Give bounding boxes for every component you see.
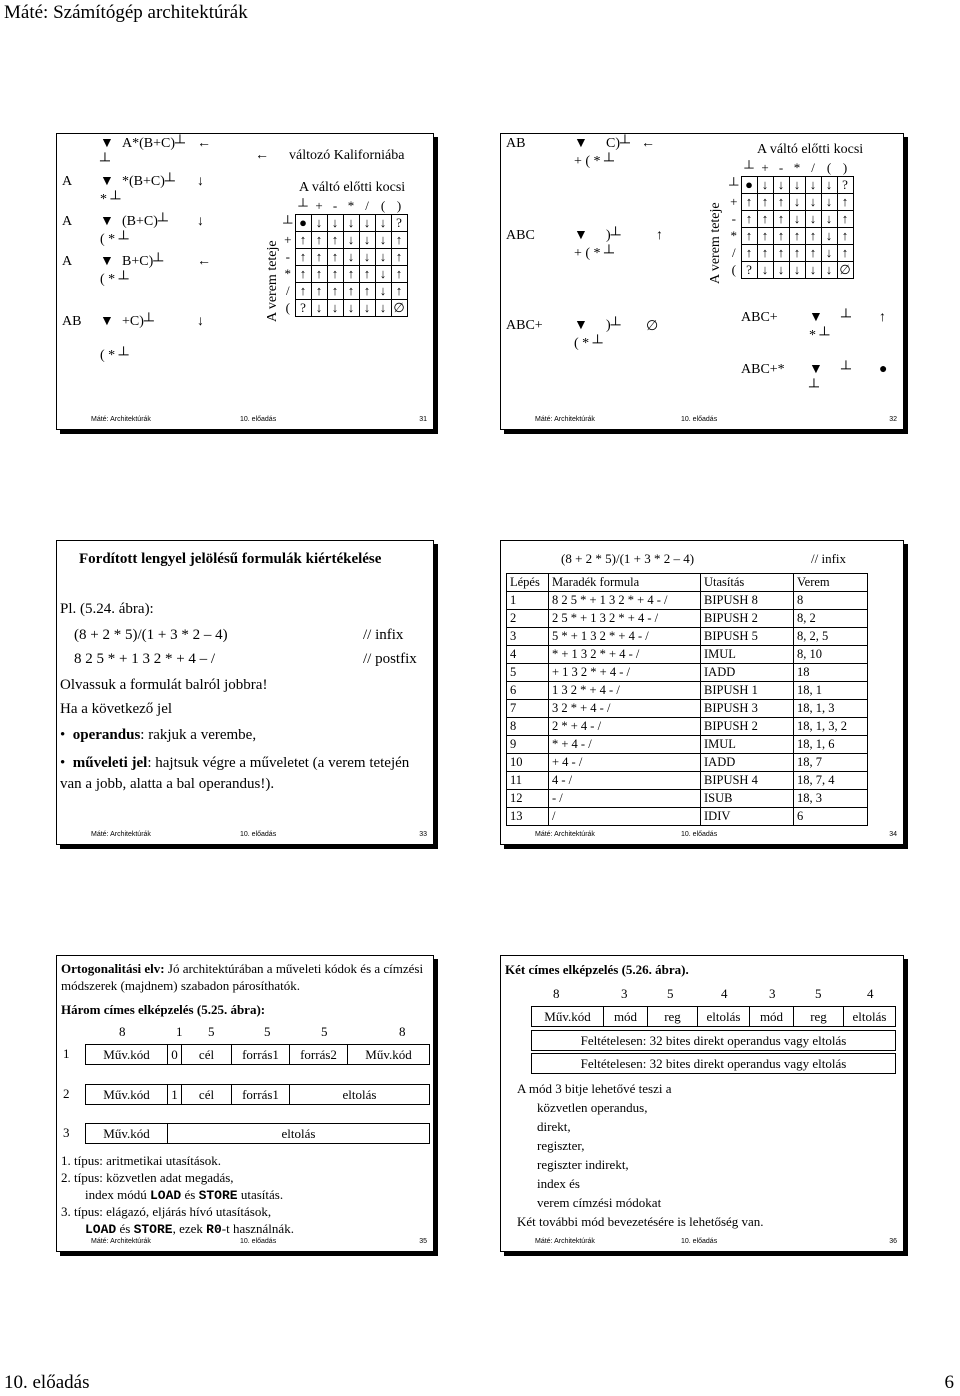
down-triangle-icon: ▼ (574, 136, 588, 151)
down-triangle-icon: ▼ (809, 310, 823, 325)
slide-footer: Máté: Architektúrák 10. előadás 34 (535, 831, 897, 838)
mode-item: regiszter indirekt, (537, 1157, 629, 1172)
principle: Ortogonalitási elv: Jó architektúrában a műveleti kódok és a címzési módszerek (majdnem) szabadon párosíthatók. (61, 961, 424, 993)
trace-step: ABC+* ▼ ┴ ● ┴ (741, 362, 888, 395)
mode-item: verem címzési módokat (537, 1195, 662, 1210)
trace-step: AB ▼ C)┴ ← (506, 136, 655, 151)
trace-step: ABC+ ▼ )┴ ∅ (506, 318, 659, 334)
down-triangle-icon: ▼ (100, 254, 114, 269)
infix-expression: (8 + 2 * 5)/(1 + 3 * 2 – 4) (74, 627, 228, 643)
table-row: 11 4 - / BIPUSH 4 18, 7, 4 (507, 772, 868, 790)
trace-step: ABC ▼ )┴ ↑ (506, 228, 663, 243)
trace-step: AB ▼ +C)┴ ↓ (62, 314, 204, 329)
wagon-title: A váltó előtti kocsi (757, 142, 864, 157)
format-1: Műv.kód 0 cél forrás1 forrás2 Műv.kód (85, 1044, 430, 1065)
type-2-detail: index módú LOAD és STORE utasítás. (85, 1187, 284, 1203)
stack-label: A verem teteje (265, 240, 280, 322)
trace-steps: ▼ A*(B+C)┴ ← ┴ A ▼ *(B+C)┴ ↓ * ┴ A ▼ (B+C)┴ ↓ ( * ┴ A ▼ B+C)┴ ← ( * ┴ AB ▼ +C)┴ ↓ ( * ┴ (62, 136, 242, 332)
mode-item: index és (537, 1176, 580, 1191)
slide-footer: Máté: Architektúrák 10. előadás 33 (91, 831, 427, 838)
conditional-field-2: Feltételesen: 32 bites direkt operandus vagy eltolás (531, 1053, 896, 1074)
stack-label: A verem teteje (708, 202, 723, 284)
slide-34 (500, 540, 904, 845)
table-row: 4 * + 1 3 2 * + 4 - / IMUL 8, 10 (507, 646, 868, 664)
text-line: Olvassuk a formulát balról jobbra! (60, 677, 268, 693)
postfix-expression: 8 2 5 * + 1 3 2 * + 4 – / (74, 651, 216, 667)
table-row: 13 / IDIV 6 (507, 808, 868, 826)
type-3: 3. típus: elágazó, eljárás hívó utasítások, (61, 1204, 272, 1219)
bullet-operator: • műveleti jel: hajtsuk végre a műveletet (a verem tetején van a jobb, alatta a bal operandus!). (60, 755, 410, 792)
trace-step: A ▼ (B+C)┴ ↓ (62, 214, 204, 229)
table-row: 10 + 4 - / IADD 18, 7 (507, 754, 868, 772)
arrow-left-icon: ← (255, 148, 269, 163)
mode-item: közvetlen operandus, (537, 1100, 648, 1115)
trace-step: A ▼ *(B+C)┴ ↓ (62, 174, 204, 189)
slide-36: Két címes elképzelés (5.26. ábra). 8 3 5 4 3 5 4 Műv.kód mód reg eltolás mód reg eltolás Feltételesen: 32 bites direkt operandus vagy eltolás Feltételesen: 32 bites direkt operandus vagy eltolás A mód 3 bitje lehetővé teszi a közvetlen operandus, direkt, regiszter, regiszter indirekt, index és verem címzési módokat Két további mód bevezetésére is lehetőség van. Máté: Architektúrák 10. előadás 36 (500, 955, 904, 1252)
table-row: 1 8 2 5 * + 1 3 2 * + 4 - / BIPUSH 8 8 (507, 592, 868, 610)
slide-32 (500, 133, 904, 430)
title: változó Kaliforniába (289, 148, 405, 163)
rpn-evaluation-table (506, 573, 868, 826)
page-header: Máté: Számítógép architektúrák (4, 2, 248, 23)
table-row: 9 * + 4 - / IMUL 18, 1, 6 (507, 736, 868, 754)
type-2: 2. típus: közvetlen adat megadás, (61, 1170, 234, 1185)
type-1: 1. típus: aritmetikai utasítások. (61, 1153, 221, 1168)
mode-item: direkt, (537, 1119, 571, 1134)
closing: Két további mód bevezetésére is lehetőség van. (517, 1214, 764, 1229)
trace-steps: AB ▼ C)┴ ← + ( * ┴ ABC ▼ )┴ ↑ + ( * ┴ ABC+ ▼ )┴ ∅ ( * ┴ (506, 136, 686, 336)
conditional-field-1: Feltételesen: 32 bites direkt operandus vagy eltolás (531, 1030, 896, 1051)
page-footer-left: 10. előadás (4, 1372, 90, 1393)
slide-31 (56, 133, 434, 430)
slide-footer: Máté: Architektúrák 10. előadás 35 (91, 1238, 427, 1245)
slide-title: Fordított lengyel jelölésű formulák kiértékelése (79, 551, 382, 567)
bullet-operand: • operandus: rakjuk a verembe, (60, 727, 257, 743)
down-triangle-icon: ▼ (574, 318, 588, 333)
format-3: Műv.kód eltolás (85, 1123, 430, 1144)
type-3-detail: LOAD és STORE, ezek R0-t használnák. (85, 1221, 294, 1237)
infix-tag: // infix (811, 551, 847, 566)
down-triangle-icon: ▼ (809, 362, 823, 377)
infix-tag: // infix (363, 627, 404, 643)
table-row: 12 - / ISUB 18, 3 (507, 790, 868, 808)
expression: (8 + 2 * 5)/(1 + 3 * 2 – 4) (561, 551, 695, 566)
subtitle: Három címes elképzelés (5.25. ábra): (61, 1002, 266, 1017)
intro: A mód 3 bitje lehetővé teszi a (517, 1081, 672, 1096)
table-row: 5 + 1 3 2 * + 4 - / IADD 18 (507, 664, 868, 682)
down-triangle-icon: ▼ (100, 314, 114, 329)
text-line: Ha a következő jel (60, 701, 173, 717)
table-row: 7 3 2 * + 4 - / BIPUSH 3 18, 1, 3 (507, 700, 868, 718)
mode-item: regiszter, (537, 1138, 585, 1153)
slide-footer: Máté: Architektúrák 10. előadás 32 (535, 416, 897, 423)
table-row: 8 2 * + 4 - / BIPUSH 2 18, 1, 3, 2 (507, 718, 868, 736)
slide-title: Két címes elképzelés (5.26. ábra). (505, 962, 689, 977)
down-triangle-icon: ▼ (100, 174, 114, 189)
wagon-title: A váltó előtti kocsi (299, 180, 406, 195)
slide-33 (56, 540, 434, 845)
down-triangle-icon: ▼ (100, 136, 114, 151)
example-label: Pl. (5.24. ábra): (60, 601, 154, 617)
table-row: 6 1 3 2 * + 4 - / BIPUSH 1 18, 1 (507, 682, 868, 700)
postfix-tag: // postfix (363, 651, 417, 667)
trace-step: ABC+ ▼ ┴ ↑ * ┴ (741, 310, 886, 343)
page-number: 6 (944, 1372, 954, 1393)
trace-step: ▼ A*(B+C)┴ ← (100, 136, 211, 151)
decision-table: ┴ + - * / ( ) ┴ ● ↓ ↓ ↓ ↓ ↓ ? + ↑ ↑ ↑ ↓ ↓ ↓ ↑ - ↑ ↑ ↑ ↓ ↓ ↓ ↑ * ↑ ↑ ↑ ↑ ↑ ↓ ↑ / ↑ ↑ ↑ ↑ ↑ ↓ ↑ ( ? ↓ ↓ ↓ ↓ ↓ ∅ (281, 198, 408, 317)
table-row: 2 2 5 * + 1 3 2 * + 4 - / BIPUSH 2 8, 2 (507, 610, 868, 628)
down-triangle-icon: ▼ (574, 228, 588, 243)
table-row: 3 5 * + 1 3 2 * + 4 - / BIPUSH 5 8, 2, 5 (507, 628, 868, 646)
trace-step: A ▼ B+C)┴ ← (62, 254, 211, 269)
table-header: Lépés Maradék formula Utasítás Verem (507, 574, 868, 592)
format-2: Műv.kód 1 cél forrás1 eltolás (85, 1084, 430, 1105)
slide-footer: Máté: Architektúrák 10. előadás 31 (91, 416, 427, 423)
down-triangle-icon: ▼ (100, 214, 114, 229)
two-address-format: Műv.kód mód reg eltolás mód reg eltolás (531, 1006, 896, 1027)
slide-footer: Máté: Architektúrák 10. előadás 36 (535, 1238, 897, 1245)
slide-35: Ortogonalitási elv: Jó architektúrában a műveleti kódok és a címzési módszerek (majdnem) szabadon párosíthatók. Három címes elképzelés (5.25. ábra): 8 1 5 5 5 8 1 Műv.kód 0 cél forrás1 forrás2 Műv.kód 2 Műv.kód 1 cél forrás1 eltolás 3 Műv.kód eltolás 1. típus: aritmetikai utasítások. 2. típus: közvetlen adat megadás, index módú LOAD és STORE utasítás. 3. típus: elágazó, eljárás hívó utasítások, LOAD és STORE, ezek R0-t használnák. Máté: Architektúrák 10. előadás 35 (56, 955, 434, 1252)
decision-table: ┴ + - * / ( ) ┴ ● ↓ ↓ ↓ ↓ ↓ ? + ↑ ↑ ↑ ↓ ↓ ↓ ↑ - ↑ ↑ ↑ ↓ ↓ ↓ ↑ * ↑ ↑ ↑ ↑ ↑ ↓ ↑ / ↑ ↑ ↑ ↑ ↑ ↓ ↑ ( ? ↓ ↓ ↓ ↓ ↓ ∅ (727, 160, 854, 279)
